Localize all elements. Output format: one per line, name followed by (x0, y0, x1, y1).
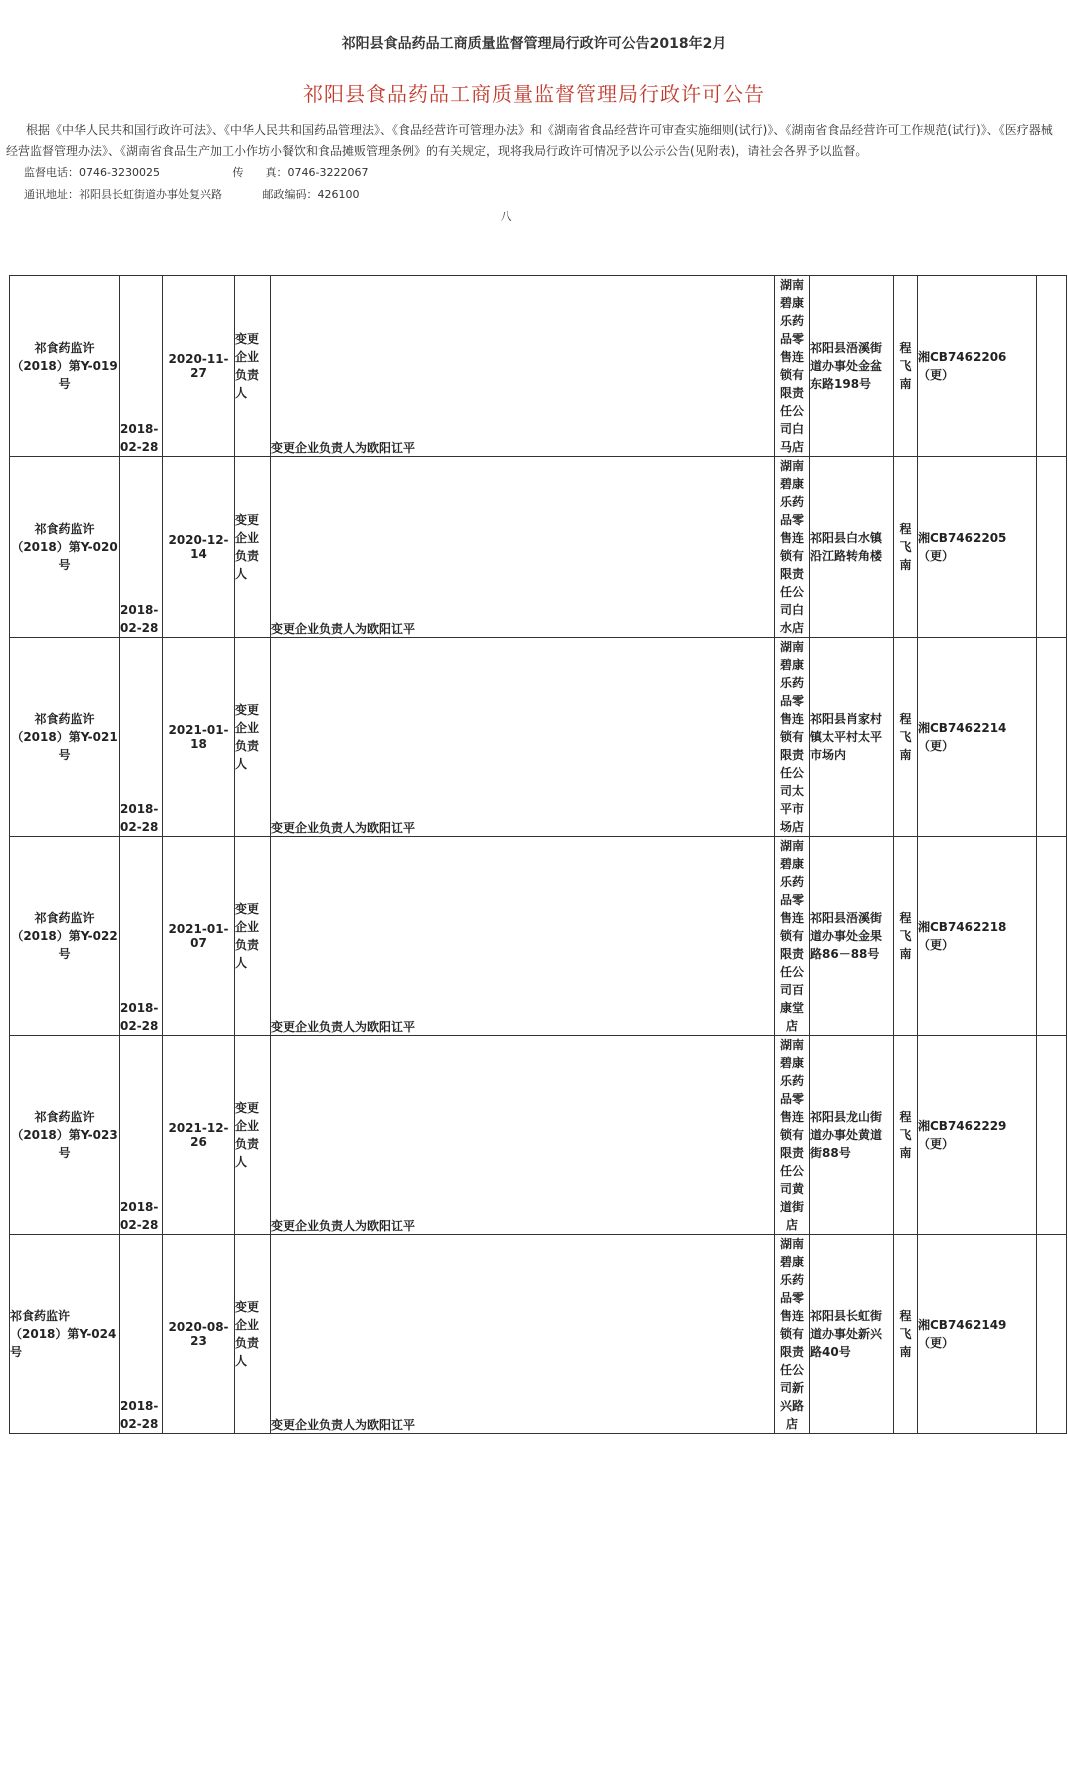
table-row (10, 276, 1067, 457)
phone-label: 监督电话： (24, 166, 79, 179)
postcode-value: 426100 (317, 188, 360, 201)
fax-label: 传 真： (232, 166, 288, 179)
permit-number-cell: 祁食药监许（2018）第Y-019号 (10, 276, 120, 457)
table-row (10, 1036, 1067, 1235)
license-number-cell: 湘CB7462149（更） (918, 1235, 1037, 1434)
change-content-cell: 变更企业负责人为欧阳讧平 (271, 638, 775, 837)
permit-number-cell: 祁食药监许（2018）第Y-021号 (10, 638, 120, 837)
change-type-cell: 变更企业负责人 (235, 837, 271, 1036)
address-cell: 祁阳县浯溪街道办事处金果路86－88号 (810, 837, 894, 1036)
issue-date-cell: 2018-02-28 (120, 1036, 163, 1235)
change-content-cell: 变更企业负责人为欧阳讧平 (271, 1235, 775, 1434)
permit-number-cell: 祁食药监许（2018）第Y-023号 (10, 1036, 120, 1235)
change-content-cell: 变更企业负责人为欧阳讧平 (271, 837, 775, 1036)
license-number-cell: 湘CB7462218（更） (918, 837, 1037, 1036)
license-number-cell: 湘CB7462229（更） (918, 1036, 1037, 1235)
change-content-cell: 变更企业负责人为欧阳讧平 (271, 276, 775, 457)
table-row (10, 638, 1067, 837)
address-label: 通讯地址： (24, 188, 79, 201)
license-number-cell: 湘CB7462206（更） (918, 276, 1037, 457)
change-type-cell: 变更企业负责人 (235, 457, 271, 638)
empty-cell (1037, 1036, 1067, 1235)
issue-date-cell: 2018-02-28 (120, 1235, 163, 1434)
contact-line-address (24, 186, 360, 202)
company-name-cell: 湖南碧康乐药品零售连锁有限责任公司百康堂店 (775, 837, 810, 1036)
change-content-cell: 变更企业负责人为欧阳讧平 (271, 457, 775, 638)
postcode-label: 邮政编码： (262, 188, 318, 201)
address-cell: 祁阳县白水镇沿江路转角楼 (810, 457, 894, 638)
company-name-cell: 湖南碧康乐药品零售连锁有限责任公司白马店 (775, 276, 810, 457)
address-cell: 祁阳县长虹街道办事处新兴路40号 (810, 1235, 894, 1434)
intro-paragraph: 根据《中华人民共和国行政许可法》、《中华人民共和国药品管理法》、《食品经营许可管理办法》和《湖南省食品经营许可审查实施细则(试行)》、《湖南省食品经营许可工作规范(试行)》、《医疗器械经营监督管理办法》、《湖南省食品生产加工小作坊小餐饮和食品摊贩管理条例》的有关规定，现将我局行政许可情况予以公示公告(见附表)，请社会各界予以监督。 (6, 123, 1053, 158)
address-cell: 祁阳县浯溪街道办事处金盆东路198号 (810, 276, 894, 457)
table-row (10, 837, 1067, 1036)
change-type-cell: 变更企业负责人 (235, 276, 271, 457)
address-cell: 祁阳县肖家村镇太平村太平市场内 (810, 638, 894, 837)
fax-value: 0746-3222067 (287, 166, 369, 179)
license-number-cell: 湘CB7462205（更） (918, 457, 1037, 638)
announcement-title: 祁阳县食品药品工商质量监督管理局行政许可公告 (303, 82, 765, 106)
change-type-cell: 变更企业负责人 (235, 1235, 271, 1434)
permit-rows (10, 276, 1067, 1434)
company-name-cell: 湖南碧康乐药品零售连锁有限责任公司太平市场店 (775, 638, 810, 837)
table-row (10, 457, 1067, 638)
expire-date-cell: 2021-12-26 (163, 1036, 235, 1235)
page-title: 祁阳县食品药品工商质量监督管理局行政许可公告2018年2月 (341, 36, 727, 52)
person-cell: 程飞南 (894, 1235, 918, 1434)
license-number-cell: 湘CB7462214（更） (918, 638, 1037, 837)
company-name-cell: 湖南碧康乐药品零售连锁有限责任公司白水店 (775, 457, 810, 638)
empty-cell (1037, 638, 1067, 837)
address-cell: 祁阳县龙山街道办事处黄道街88号 (810, 1036, 894, 1235)
empty-cell (1037, 1235, 1067, 1434)
permit-number-cell: 祁食药监许（2018）第Y-024号 (10, 1235, 120, 1434)
issue-date-cell: 2018-02-28 (120, 837, 163, 1036)
phone-value: 0746-3230025 (79, 166, 160, 179)
person-cell: 程飞南 (894, 1036, 918, 1235)
change-content-cell: 变更企业负责人为欧阳讧平 (271, 1036, 775, 1235)
contact-line-phone (24, 164, 368, 180)
expire-date-cell: 2020-11-27 (163, 276, 235, 457)
expire-date-cell: 2020-08-23 (163, 1235, 235, 1434)
company-name-cell: 湖南碧康乐药品零售连锁有限责任公司新兴路店 (775, 1235, 810, 1434)
company-name-cell: 湖南碧康乐药品零售连锁有限责任公司黄道街店 (775, 1036, 810, 1235)
expire-date-cell: 2021-01-07 (163, 837, 235, 1036)
person-cell: 程飞南 (894, 638, 918, 837)
change-type-cell: 变更企业负责人 (235, 1036, 271, 1235)
empty-cell (1037, 276, 1067, 457)
person-cell: 程飞南 (894, 276, 918, 457)
section-marker: 八 (500, 210, 512, 223)
permit-table (9, 275, 1067, 1434)
permit-number-cell: 祁食药监许（2018）第Y-022号 (10, 837, 120, 1036)
expire-date-cell: 2020-12-14 (163, 457, 235, 638)
issue-date-cell: 2018-02-28 (120, 276, 163, 457)
issue-date-cell: 2018-02-28 (120, 457, 163, 638)
person-cell: 程飞南 (894, 837, 918, 1036)
table-row (10, 1235, 1067, 1434)
empty-cell (1037, 457, 1067, 638)
permit-number-cell: 祁食药监许（2018）第Y-020号 (10, 457, 120, 638)
address-value: 祁阳县长虹街道办事处复兴路 (79, 188, 222, 201)
empty-cell (1037, 837, 1067, 1036)
change-type-cell: 变更企业负责人 (235, 638, 271, 837)
expire-date-cell: 2021-01-18 (163, 638, 235, 837)
person-cell: 程飞南 (894, 457, 918, 638)
issue-date-cell: 2018-02-28 (120, 638, 163, 837)
